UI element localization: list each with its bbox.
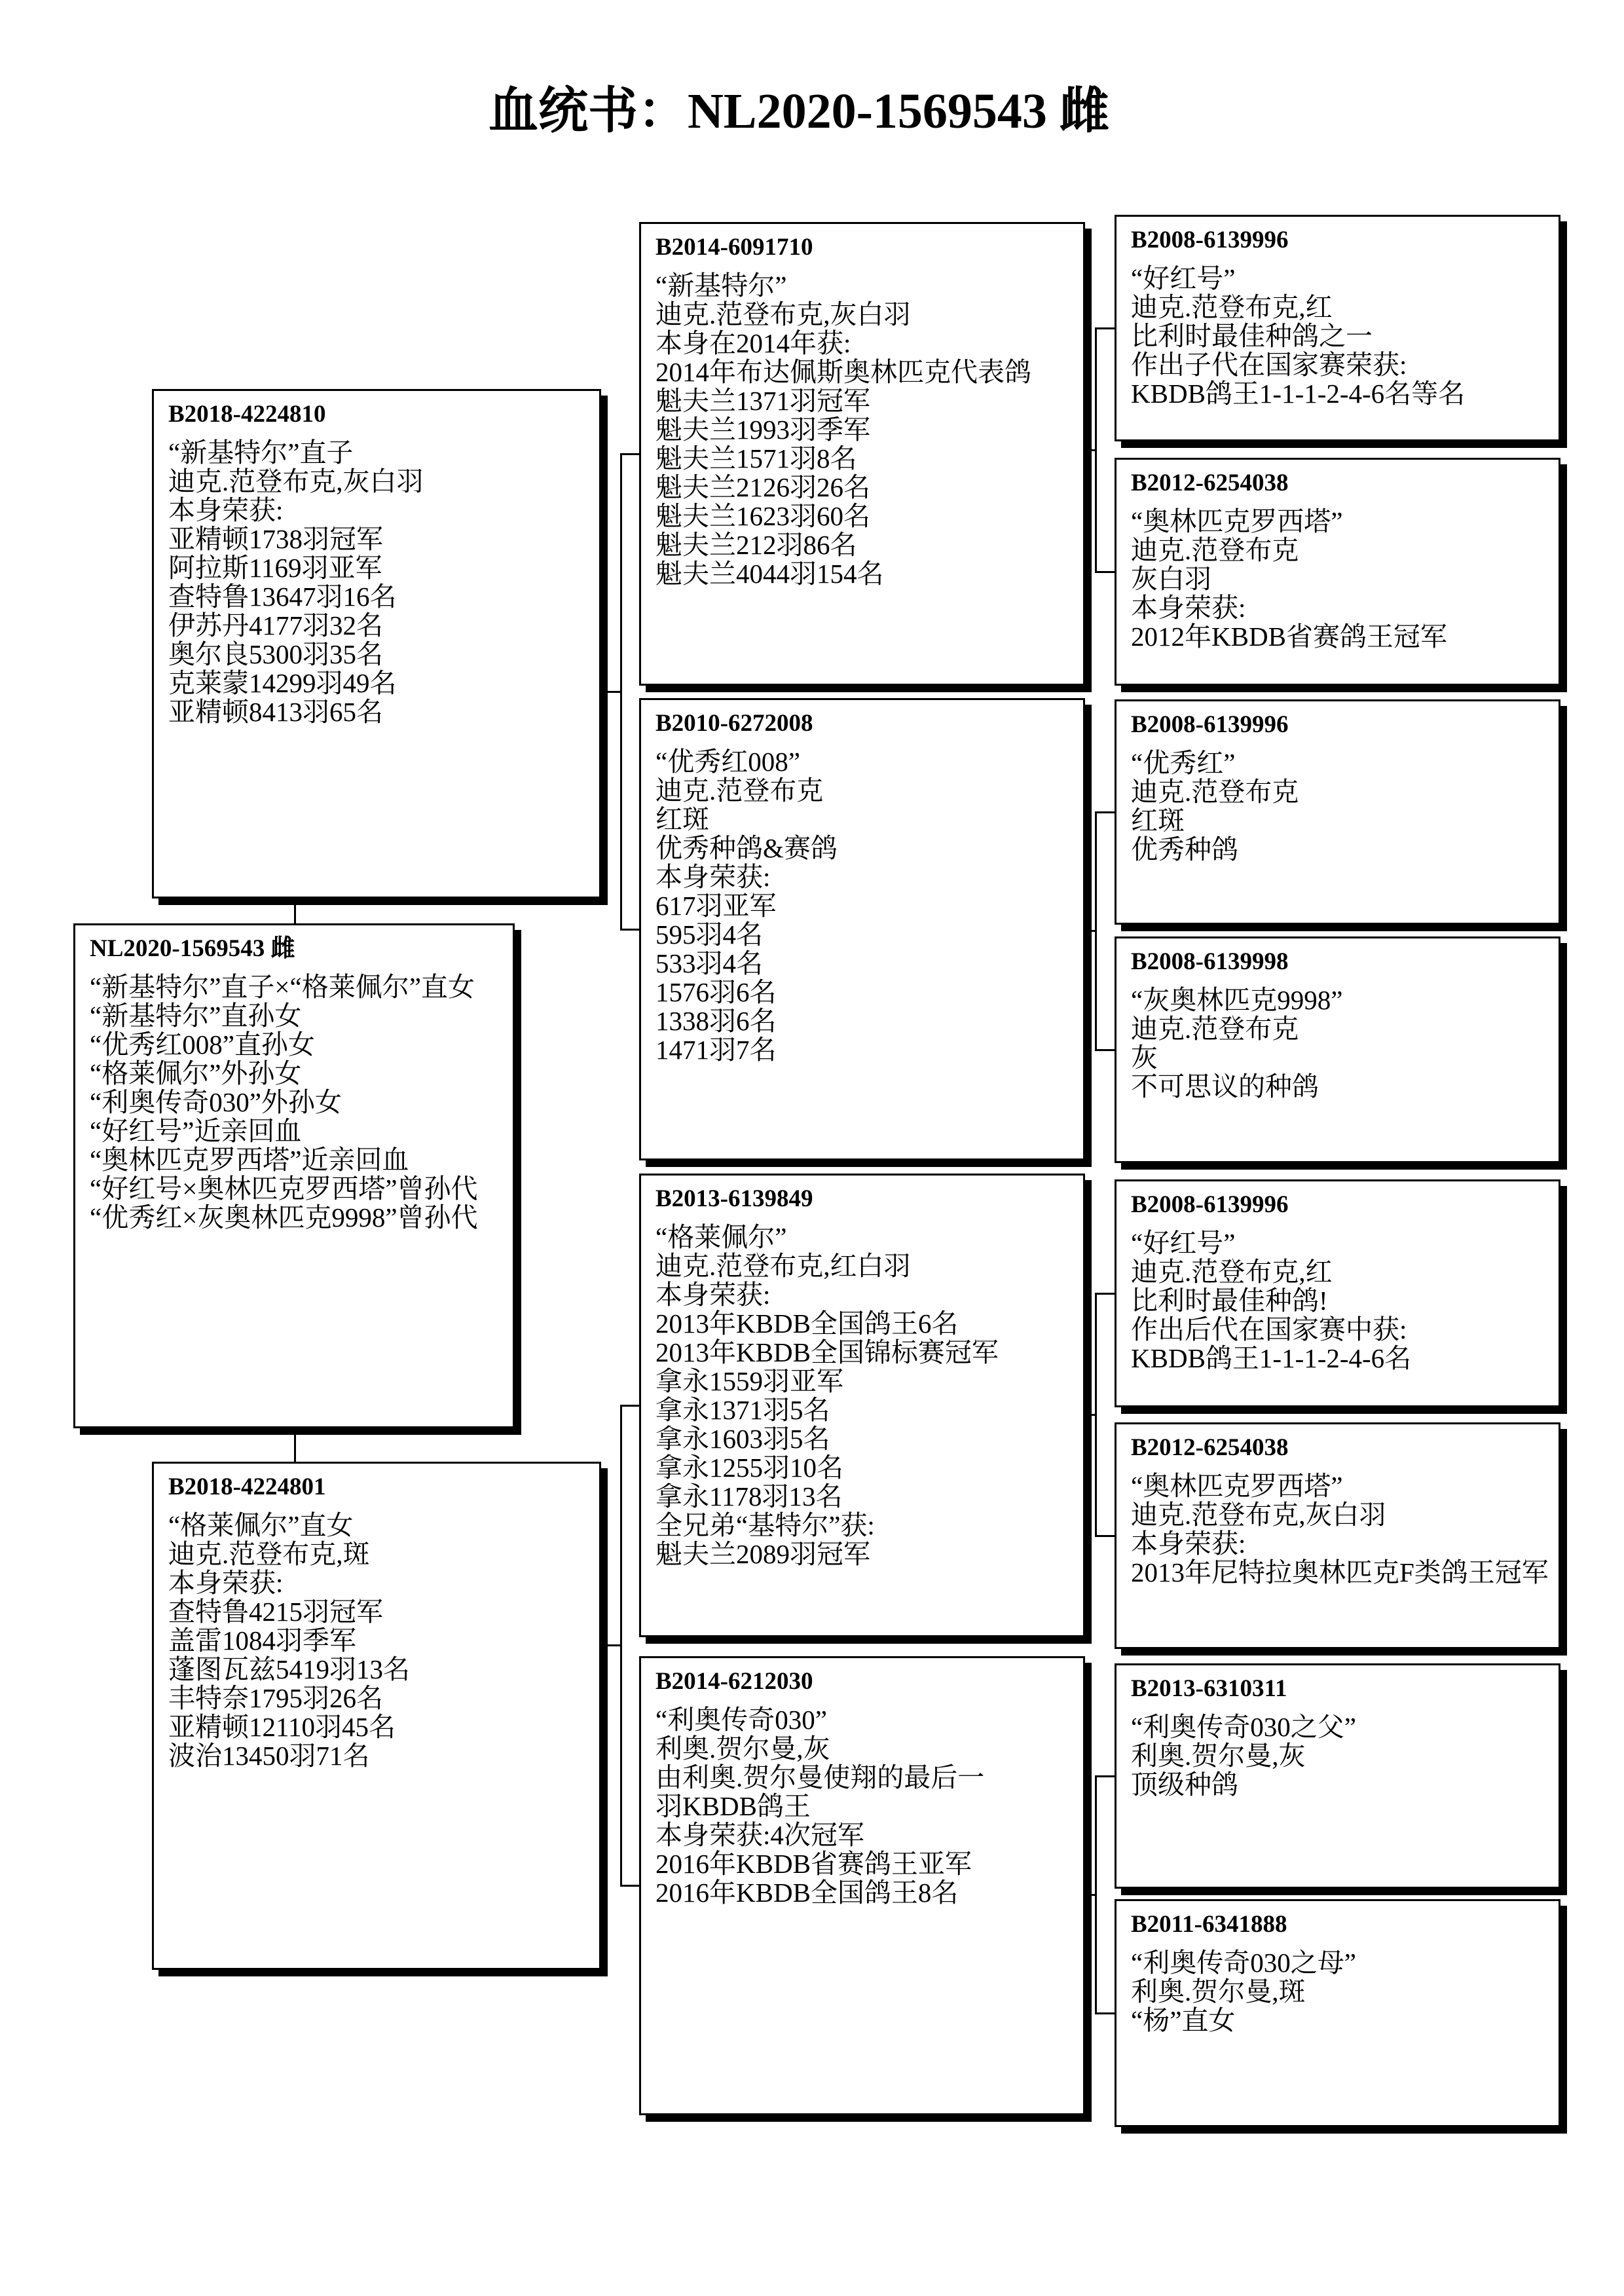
box-line: “奥林匹克罗西塔”近亲回血 — [90, 1145, 409, 1175]
box-line: 2013年尼特拉奥林匹克F类鸽王冠军 — [1131, 1557, 1549, 1587]
connector-line — [620, 1885, 639, 1887]
pedigree-box-sire-sire — [639, 222, 1085, 686]
pedigree-box-dam-sire-sire — [1115, 1179, 1560, 1407]
box-lines — [1131, 264, 1559, 408]
pedigree-box-sire-sire-dam — [1115, 458, 1560, 686]
box-line: “奥林匹克罗西塔” — [1131, 1471, 1343, 1501]
pedigree-box-sire-dam-sire — [1115, 699, 1560, 925]
box-lines — [90, 972, 513, 1232]
connector-line — [620, 453, 622, 931]
box-line: 魁夫兰2089羽冠军 — [655, 1539, 870, 1569]
ring-number: B2012-6254038 — [1131, 470, 1289, 496]
box-line: 利奥.贺尔曼,灰 — [1131, 1741, 1306, 1771]
box-line: 灰白羽 — [1131, 564, 1211, 594]
box-line: 迪克.范登布克 — [655, 775, 824, 805]
box-lines — [1131, 1713, 1559, 1799]
connector-line — [1095, 2012, 1115, 2014]
box-line: 魁夫兰1571羽8名 — [655, 443, 857, 473]
connector-line — [1095, 1535, 1115, 1537]
box-line: “奥林匹克罗西塔” — [1131, 506, 1343, 536]
box-line: 奥尔良5300羽35名 — [168, 639, 383, 669]
box-line: 亚精顿1738羽冠军 — [168, 524, 383, 554]
box-line: 617羽亚军 — [655, 891, 777, 921]
ring-number: B2013-6310311 — [1131, 1675, 1287, 1702]
box-line: 不可思议的种鸽 — [1131, 1071, 1319, 1102]
box-line: 拿永1603羽5名 — [655, 1424, 830, 1454]
box-lines — [1131, 507, 1559, 651]
box-line: 灰 — [1131, 1043, 1158, 1073]
box-line: 利奥.贺尔曼,灰 — [655, 1733, 830, 1764]
box-line: 魁夫兰1993羽季军 — [655, 415, 870, 445]
box-lines — [1131, 1472, 1559, 1587]
box-line: “利奥传奇030” — [655, 1705, 827, 1735]
connector-line — [1095, 1049, 1115, 1051]
box-lines — [1131, 749, 1559, 864]
connector-line — [1095, 1293, 1097, 1537]
box-line: 迪克.范登布克,灰白羽 — [168, 466, 424, 496]
box-line: 本身在2014年获: — [655, 328, 851, 358]
box-line: “优秀红008” — [655, 747, 800, 777]
box-line: 盖雷1084羽季军 — [168, 1625, 356, 1656]
box-line: 比利时最佳种鸽! — [1131, 1286, 1328, 1316]
box-line: “新基特尔”直子×“格莱佩尔”直女 — [90, 972, 475, 1002]
box-line: 查特鲁13647羽16名 — [168, 582, 397, 612]
box-line: 克莱蒙14299羽49名 — [168, 668, 397, 698]
box-line: “好红号×奥林匹克罗西塔”曾孙代 — [90, 1174, 478, 1204]
pedigree-box-subject — [73, 923, 515, 1428]
connector-line — [620, 929, 639, 931]
box-line: 1576羽6名 — [655, 977, 777, 1007]
connector-line — [1095, 327, 1097, 573]
box-line: 1338羽6名 — [655, 1006, 777, 1036]
box-line: 2013年KBDB全国锦标赛冠军 — [655, 1337, 999, 1367]
box-line: 魁夫兰1371羽冠军 — [655, 386, 870, 416]
box-line: 作出子代在国家赛荣获: — [1131, 350, 1407, 380]
box-line: 迪克.范登布克,红 — [1131, 1257, 1333, 1287]
connector-line — [1095, 327, 1115, 329]
box-line: “格莱佩尔” — [655, 1222, 787, 1252]
box-line: 本身荣获: — [168, 495, 284, 525]
ring-number: B2008-6139996 — [1131, 227, 1289, 253]
document-title: 血统书：NL2020-1569543 雌 — [489, 84, 1109, 139]
box-lines — [655, 1705, 1083, 1907]
connector-line — [1095, 1293, 1115, 1295]
ring-number: B2014-6091710 — [655, 234, 813, 261]
connector-line — [1095, 571, 1115, 573]
box-lines — [655, 747, 1083, 1064]
box-lines — [168, 1511, 599, 1770]
box-line: “利奥传奇030之母” — [1131, 1948, 1356, 1978]
ring-number: B2010-6272008 — [655, 710, 813, 737]
box-line: 533羽4名 — [655, 948, 763, 978]
box-line: “好红号” — [1131, 263, 1236, 293]
pedigree-box-dam-dam — [639, 1656, 1085, 2115]
pedigree-box-dam — [152, 1462, 601, 1970]
connector-line — [294, 1428, 296, 1462]
box-line: “格莱佩尔”外孙女 — [90, 1058, 302, 1088]
pedigree-box-sire-sire-sire — [1115, 215, 1560, 441]
ring-number: NL2020-1569543 雌 — [90, 935, 295, 962]
box-line: “新基特尔” — [655, 270, 787, 301]
box-line: 伊苏丹4177羽32名 — [168, 610, 383, 640]
box-line: 2016年KBDB全国鸽王8名 — [655, 1878, 959, 1908]
box-line: 本身荣获: — [1131, 593, 1246, 623]
connector-line — [620, 1405, 639, 1407]
ring-number: B2012-6254038 — [1131, 1434, 1289, 1461]
box-line: 波治13450羽71名 — [168, 1741, 370, 1771]
box-line: 1471羽7名 — [655, 1035, 777, 1065]
connector-line — [601, 691, 621, 693]
ring-number: B2014-6212030 — [655, 1668, 813, 1695]
box-line: 595羽4名 — [655, 919, 763, 950]
connector-line — [601, 1644, 621, 1646]
box-lines — [1131, 1948, 1559, 2035]
box-line: 迪克.范登布克,灰白羽 — [655, 299, 911, 329]
box-line: 全兄弟“基特尔”获: — [655, 1510, 875, 1540]
box-line: “利奥传奇030”外孙女 — [90, 1087, 342, 1117]
box-line: 迪克.范登布克 — [1131, 535, 1299, 565]
box-line: 亚精顿12110羽45名 — [168, 1712, 396, 1742]
box-line: 比利时最佳种鸽之一 — [1131, 321, 1373, 351]
box-lines — [1131, 1229, 1559, 1373]
connector-line — [620, 1405, 622, 1887]
box-line: 本身荣获:4次冠军 — [655, 1820, 864, 1850]
connector-line — [1095, 811, 1097, 1051]
box-line: 拿永1255羽10名 — [655, 1453, 843, 1483]
box-line: “新基特尔”直孙女 — [90, 1001, 302, 1031]
box-line: “优秀红008”直孙女 — [90, 1029, 315, 1060]
box-lines — [1131, 986, 1559, 1101]
ring-number: B2008-6139998 — [1131, 948, 1289, 975]
box-line: “好红号” — [1131, 1228, 1236, 1258]
pedigree-box-sire-dam — [639, 698, 1085, 1160]
pedigree-box-dam-dam-sire — [1115, 1663, 1560, 1889]
box-lines — [168, 438, 599, 726]
box-line: KBDB鸽王1-1-1-2-4-6名 — [1131, 1343, 1412, 1373]
box-line: 拿永1178羽13名 — [655, 1481, 843, 1511]
connector-line — [1095, 811, 1115, 813]
box-lines — [655, 271, 1083, 588]
box-line: 优秀种鸽&赛鸽 — [655, 833, 838, 863]
box-line: 作出后代在国家赛中获: — [1131, 1314, 1407, 1344]
box-line: 迪克.范登布克,灰白羽 — [1131, 1500, 1386, 1530]
box-line: 魁夫兰1623羽60名 — [655, 501, 870, 531]
box-line: 本身荣获: — [168, 1568, 284, 1598]
box-line: 魁夫兰2126羽26名 — [655, 472, 870, 502]
box-line: 2013年KBDB全国鸽王6名 — [655, 1308, 959, 1339]
box-line: 本身荣获: — [655, 1280, 771, 1310]
ring-number: B2018-4224801 — [168, 1473, 326, 1500]
box-lines — [655, 1223, 1083, 1568]
ring-number: B2013-6139849 — [655, 1185, 813, 1212]
box-line: 迪克.范登布克,红白羽 — [655, 1251, 911, 1281]
box-line: 查特鲁4215羽冠军 — [168, 1597, 383, 1627]
box-line: “格莱佩尔”直女 — [168, 1510, 354, 1540]
box-line: 本身荣获: — [1131, 1528, 1246, 1559]
box-line: 迪克.范登布克,红 — [1131, 292, 1333, 322]
box-line: 魁夫兰4044羽154名 — [655, 559, 884, 589]
box-line: 迪克.范登布克,斑 — [168, 1539, 370, 1569]
box-line: “优秀红×灰奥林匹克9998”曾孙代 — [90, 1202, 478, 1232]
box-line: 拿永1371羽5名 — [655, 1395, 830, 1425]
box-line: 魁夫兰212羽86名 — [655, 530, 857, 560]
box-line: 丰特奈1795羽26名 — [168, 1683, 383, 1713]
box-line: KBDB鸽王1-1-1-2-4-6名等名 — [1131, 379, 1466, 409]
box-line: 2016年KBDB省赛鸽王亚军 — [655, 1849, 972, 1879]
box-line: 阿拉斯1169羽亚军 — [168, 553, 382, 583]
box-line: 由利奥.贺尔曼使翔的最后一 — [655, 1762, 985, 1792]
connector-line — [620, 453, 639, 455]
pedigree-box-sire-dam-dam — [1115, 936, 1560, 1163]
box-line: 亚精顿8413羽65名 — [168, 697, 383, 727]
box-line: 红斑 — [1131, 805, 1185, 836]
box-line: 拿永1559羽亚军 — [655, 1366, 843, 1396]
box-line: “灰奥林匹克9998” — [1131, 985, 1343, 1015]
box-line: 蓬图瓦兹5419羽13名 — [168, 1654, 410, 1684]
box-line: 2014年布达佩斯奥林匹克代表鸽 — [655, 357, 1031, 387]
ring-number: B2008-6139996 — [1131, 1191, 1289, 1218]
box-line: 羽KBDB鸽王 — [655, 1791, 811, 1821]
connector-line — [1095, 1775, 1097, 2014]
box-line: “新基特尔”直子 — [168, 437, 354, 468]
pedigree-box-dam-dam-dam — [1115, 1899, 1560, 2127]
box-line: “好红号”近亲回血 — [90, 1116, 302, 1146]
box-line: 红斑 — [655, 804, 709, 834]
ring-number: B2008-6139996 — [1131, 711, 1289, 738]
box-line: 迪克.范登布克 — [1131, 777, 1299, 807]
box-line: 本身荣获: — [655, 862, 771, 892]
box-line: “杨”直女 — [1131, 2005, 1236, 2035]
box-line: “利奥传奇030之父” — [1131, 1712, 1356, 1742]
pedigree-box-dam-sire-dam — [1115, 1422, 1560, 1649]
box-line: 迪克.范登布克 — [1131, 1014, 1299, 1044]
connector-line — [1095, 1775, 1115, 1777]
box-line: 利奥.贺尔曼,斑 — [1131, 1976, 1306, 2007]
box-line: 顶级种鸽 — [1131, 1769, 1238, 1800]
pedigree-box-dam-sire — [639, 1174, 1085, 1637]
connector-line — [294, 898, 296, 923]
ring-number: B2018-4224810 — [168, 401, 326, 428]
pedigree-box-sire — [152, 389, 601, 898]
ring-number: B2011-6341888 — [1131, 1911, 1287, 1938]
box-line: 优秀种鸽 — [1131, 834, 1238, 864]
box-line: “优秀红” — [1131, 748, 1236, 778]
box-line: 2012年KBDB省赛鸽王冠军 — [1131, 621, 1447, 652]
